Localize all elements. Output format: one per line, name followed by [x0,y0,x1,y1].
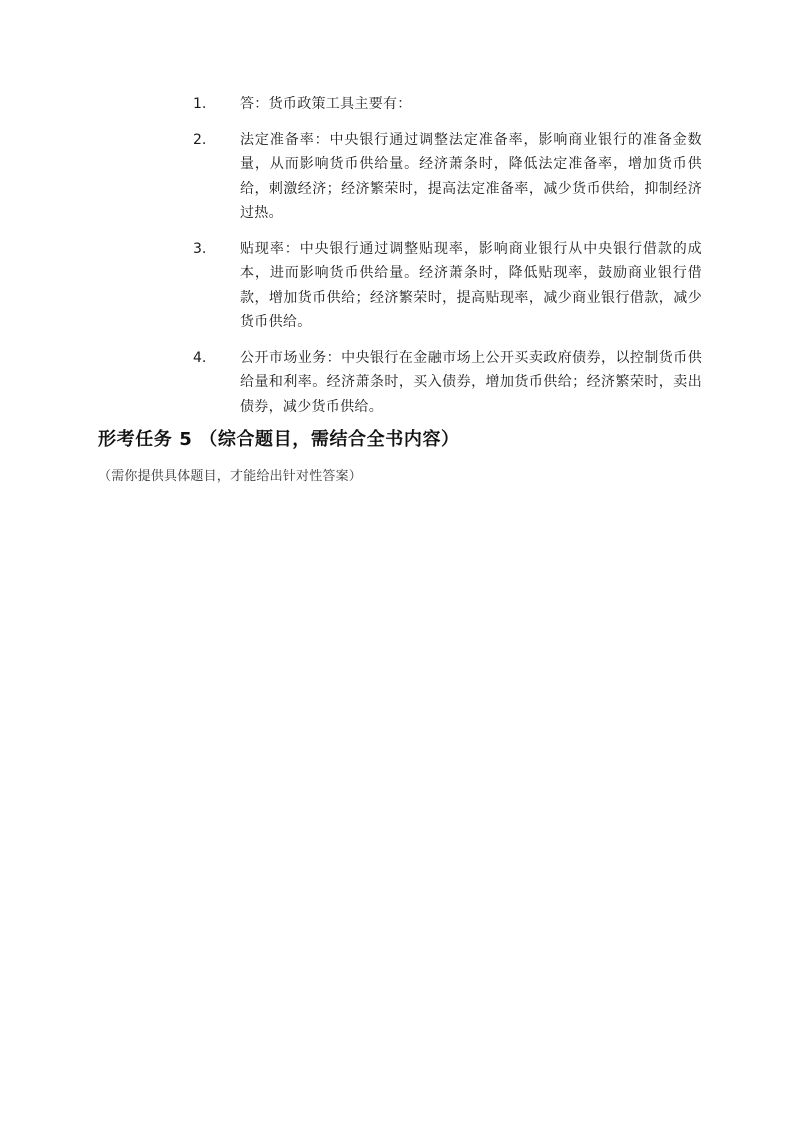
list-item-text: 公开市场业务：中央银行在金融市场上公开买卖政府债券，以控制货币供给量和利率。经济萧条时，买入债券，增加货币供给；经济繁荣时，卖出债券，减少货币供给。 [240,349,702,415]
list-item-number: 3. [193,240,207,257]
section-heading: 形考任务 5 （综合题目，需结合全书内容） [98,429,460,450]
list-item [0,346,794,420]
list-item [0,237,794,335]
list-item-text: 贴现率：中央银行通过调整贴现率，影响商业银行从中央银行借款的成本，进而影响货币供给量。经济萧条时，降低贴现率，鼓励商业银行借款，增加货币供给；经济繁荣时，提高贴现率，减少商业银行借款，减少货币供给。 [240,240,702,330]
answer-list [0,92,794,430]
list-item [0,128,794,226]
list-item-number: 4. [193,349,207,366]
list-item-number: 2. [193,131,207,148]
list-item-text: 答：货币政策工具主要有： [240,96,412,112]
list-item [0,92,794,117]
list-item-text: 法定准备率：中央银行通过调整法定准备率，影响商业银行的准备金数量，从而影响货币供给量。经济萧条时，降低法定准备率，增加货币供给，刺激经济；经济繁荣时，提高法定准备率，减少货币供给，抑制经济过热。 [240,131,702,221]
list-item-number: 1. [193,96,207,112]
section-note: （需你提供具体题目，才能给出针对性答案） [98,469,363,484]
